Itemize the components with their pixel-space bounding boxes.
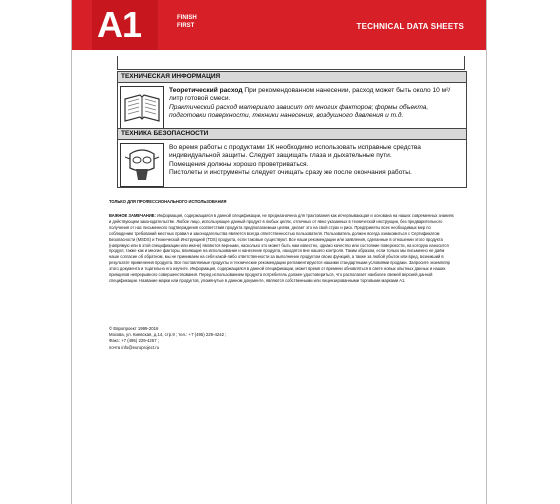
email-line: почта info@europroject.ru <box>109 344 160 350</box>
logo-tagline-line: FIRST <box>177 23 195 29</box>
notice-label: ВАЖНОЕ ЗАМЕЧАНИЕ: <box>109 213 156 218</box>
safety-section <box>117 128 467 188</box>
brand-logo: A1 <box>97 4 142 45</box>
safety-text <box>169 144 462 178</box>
previous-section-box <box>117 56 465 70</box>
tech-info-heading: ТЕХНИЧЕСКАЯ ИНФОРМАЦИЯ <box>118 72 466 83</box>
notice-text: Информация, содержащаяся в данной спецификации, не предназначена для трактования как исчерпывающая и основана на наших современных знаниях и действующем законодательстве. Любое лицо, использующее данный продукт в любых целях, отличных от явно указанных в технической инструкции, без предварительного получения от нас письменного подтверждения соответствия продукта предполагаемым целям, делает это на свой страх и риск. Предприняты всех необходимых мер по соблюдению требований местных правил и законодательства является всегда ответственностью пользователя. Пользователь должен всегда ознакомиться с Сертификатом Безопасности (MSDS) и Технической Инструкцией (TDS) продукта, если таковые существуют. Все наши рекомендации или заявления, сделанные в отношении этого продукта (напрямую или в этой спецификации или иначе) являются верными, насколько это может быть нам известно, однако качество или состояние поверхности, на которую наносится продукт, также как и многие факторы, влияющие на использование и нанесение продукта, находятся вне нашего контроля. Таким образом, если только мы письменно не даём наше согласие об обратном, мы не принимаем на себя какой-либо ответственности за выполнение продуктом своих функций, а также за любой убыток или вред, возникший в результате применения продукта. Все поставляемые продукты и технические рекомендации регламентируются нашими стандартными условиями продажи. Запросите экземпляр этого документа и тщательно его изучите. Информация, содержащаяся в данной спецификации, может время от времени обновляться в свете новых опытных данных и наших принципов непрерывного совершенствования. Перед использованием продукта потребитель должен удостовериться, что располагает наиболее свежей версией данной спецификации. Название марки или продуктов, упомянутые в данном документе, являются собственными или лицензированными торговыми марками A1. <box>109 213 454 283</box>
logo-tagline <box>177 14 197 30</box>
tech-info-text <box>169 87 462 121</box>
consumption-label: Теоретический расход <box>169 87 243 94</box>
safety-line: Во время работы с продуктами 1К необходимо использовать исправные средства индивидуальной защиты. Следует защищать глаза и дыхательные пути. <box>169 144 421 160</box>
contact-footer <box>109 326 226 351</box>
fax-line: Факс: +7 (495) 229-4257 ; <box>109 338 159 344</box>
notice-paragraph <box>109 213 455 284</box>
page-header <box>72 0 486 50</box>
safety-heading: ТЕХНИКА БЕЗОПАСНОСТИ <box>118 129 466 140</box>
tech-info-section <box>117 71 467 129</box>
pro-use-heading <box>109 199 455 205</box>
book-icon <box>120 86 164 130</box>
gas-mask-icon <box>120 143 164 187</box>
pro-only-label: ТОЛЬКО ДЛЯ ПРОФЕССИОНАЛЬНОГО ИСПОЛЬЗОВАНИЯ <box>109 199 227 204</box>
copyright: © Европроект 1999-2016 <box>109 326 159 331</box>
address-line: Москва, ул. Киевская, д.14, стр.9 ; тел.: +7 (495) 229-4242 ; <box>109 332 227 338</box>
important-notice <box>109 213 455 284</box>
consumption-text: При рекомендованном нанесении, расход может быть около 10 м²/литр готовой смеси. <box>169 87 451 103</box>
consumption-paragraph <box>169 87 462 104</box>
consumption-note: Практический расход материало зависит от многих факторов; формы объекта, подготовки поверхности, техники нанесения, воздушного давления и т.д. <box>169 103 429 120</box>
safety-line: Пистолеты и инструменты следует очищать сразу же после окончания работы. <box>169 169 412 177</box>
logo-tagline-line: FINISH <box>177 15 197 21</box>
header-title: TECHNICAL DATA SHEETS <box>356 22 464 31</box>
safety-line: Помещения должны хорошо проветриваться. <box>169 160 309 168</box>
document-page <box>71 0 487 504</box>
